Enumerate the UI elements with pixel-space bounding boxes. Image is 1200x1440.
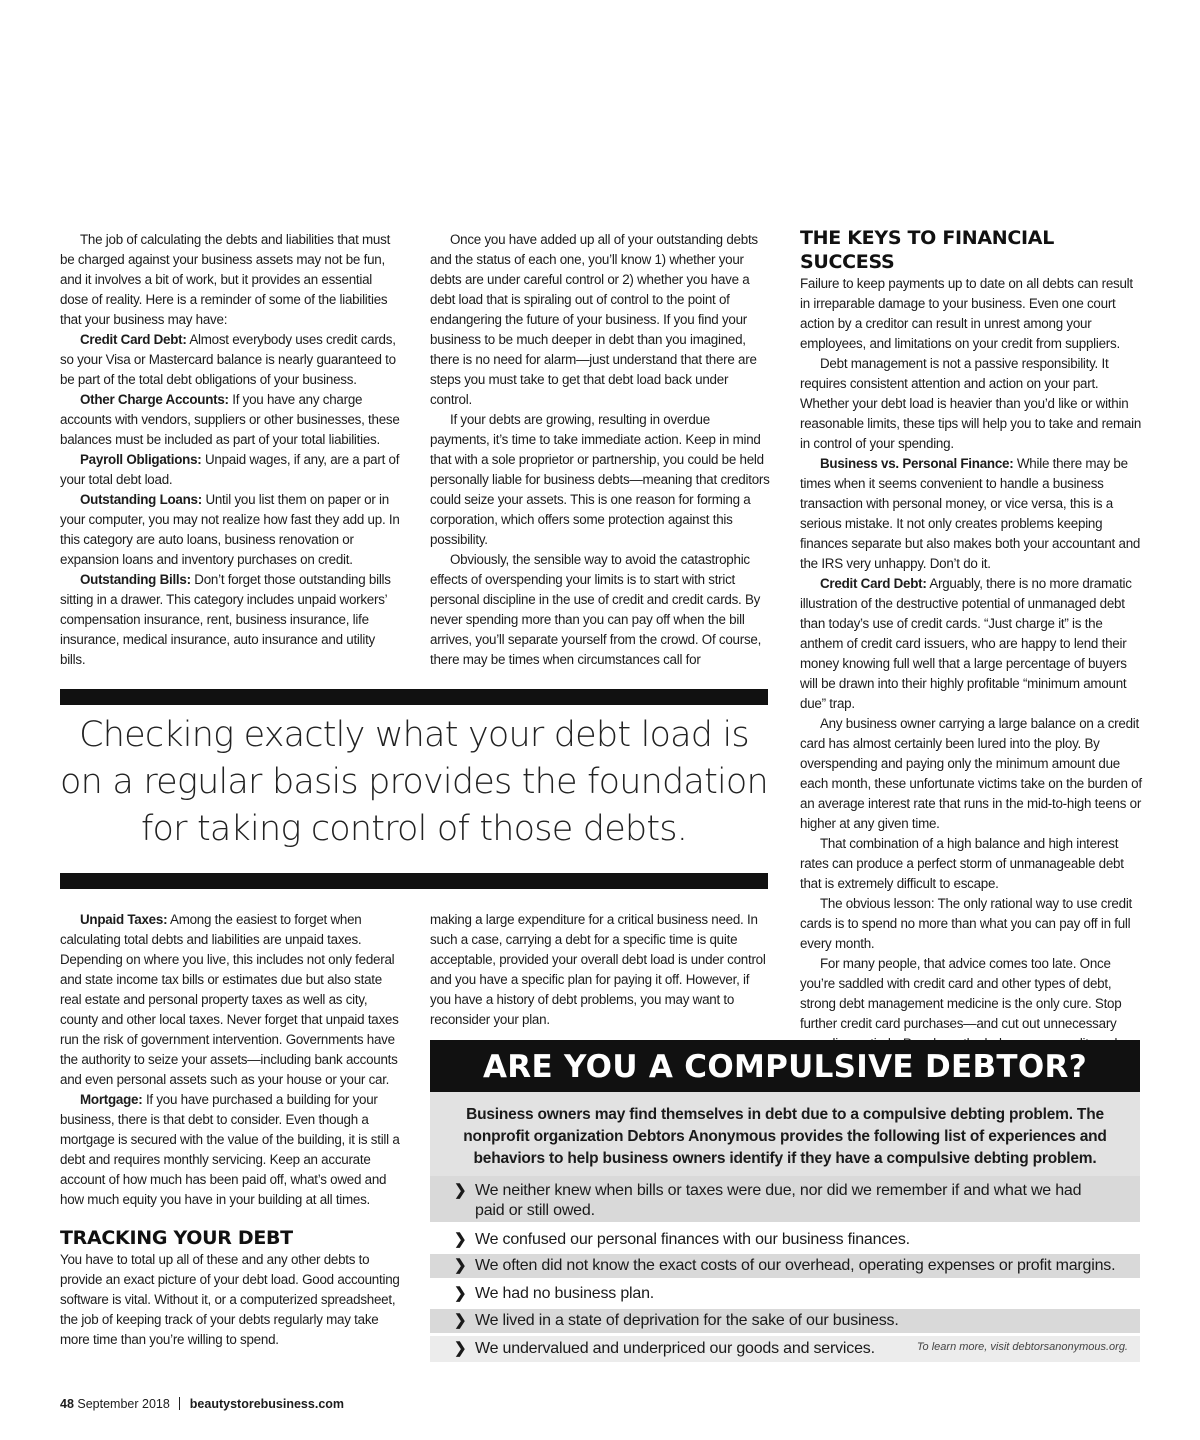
tip-paragraph: Business vs. Personal Finance: While there may be times when it seems convenient to handle a business transaction with personal money, or vice versa, this is a serious mistake. It not only creates problems keeping finances separate but also makes both your accountant and the IRS very unhappy. Don’t do it. xyxy=(800,456,1141,571)
body-paragraph: You have to total up all of these and any other debts to provide an exact picture of your debt load. Good accounting software is vital. Without it, or a computerized spreadsheet, the job of keeping track of your debts regularly may take more time than you’re willing to spend. xyxy=(60,1252,400,1347)
liability-item: Other Charge Accounts: If you have any charge accounts with vendors, suppliers or other businesses, these balances must be included as part of your total liabilities. xyxy=(60,392,400,447)
intro-paragraph: The job of calculating the debts and liabilities that must be charged against your business assets may not be fun, and it involves a bit of work, but it provides an essential dose of reality. Here is a reminder of some of the liabilities that your business may have: xyxy=(60,232,391,327)
body-paragraph: Debt management is not a passive responsibility. It requires consistent attention and action on your part. Whether your debt load is heavier than you’d like or within reasonable limits, these tips will help you to take and remain in control of your spending. xyxy=(800,356,1142,451)
body-paragraph: For many people, that advice comes too late. Once you’re saddled with credit card and other types of debt, strong debt management medicine is the only cure. Stop further credit card purchases—and cut out unnecessary xyxy=(800,956,1122,1031)
column-5 xyxy=(430,910,770,1030)
pullquote-top-rule xyxy=(60,689,768,705)
section-heading-keys: THE KEYS TO FINANCIAL SUCCESS xyxy=(800,227,1055,273)
list-item: ❯ We had no business plan. xyxy=(454,1285,655,1302)
liability-item: Credit Card Debt: Almost everybody uses credit cards, so your Visa or Mastercard balance is nearly guaranteed to be part of the total debt obligations of your business. xyxy=(60,332,396,387)
body-paragraph: Any business owner carrying a large balance on a credit card has almost certainly been lured into the ploy. By overspending and paying only the minimum amount due each month, these unfortunate victims take on the burden of an average interest rate that runs in the mid-to-high teens or higher at any given time. xyxy=(800,716,1142,831)
chevron-right-icon: ❯ xyxy=(454,1231,467,1248)
pullquote-bottom-rule xyxy=(60,873,768,889)
chevron-right-icon: ❯ xyxy=(454,1182,467,1199)
body-paragraph: That combination of a high balance and high interest rates can produce a perfect storm of unmanageable debt that is extremely difficult to escape. xyxy=(800,836,1124,891)
list-item: ❯ We neither knew when bills or taxes were due, nor did we remember if and what we had paid or still owed. xyxy=(430,1176,1140,1222)
pullquote: Checking exactly what your debt load is on a regular basis provides the foundation for taking control of those debts. xyxy=(60,715,768,849)
body-paragraph: making a large expenditure for a critical business need. In such a case, carrying a debt for a specific time is quite acceptable, provided your overall debt load is under control and you have a specific plan for paying it off. However, if you have a history of debt problems, you may want to reconsider your plan. xyxy=(430,912,766,1027)
tip-paragraph: Credit Card Debt: Arguably, there is no more dramatic illustration of the destructive potential of unmanaged debt than today’s use of credit cards. “Just charge it” is the anthem of credit card issuers, who are happy to lend their money knowing full well that a large percentage of buyers will be drawn into their highly profitable “minimum amount due” trap. xyxy=(800,576,1132,711)
column-3 xyxy=(800,226,1144,1054)
liability-item: Mortgage: If you have purchased a building for your business, there is that debt to consider. Even though a mortgage is secured with the value of the building, it is still a debt and requires monthly servicing. Keep an accurate account of how much has been paid off, what’s owed and how much equity you have in your building at all times. xyxy=(60,1092,400,1207)
body-paragraph: Once you have added up all of your outstanding debts and the status of each one, you’ll know 1) whether your debts are under careful control or 2) whether you have a debt load that is spiraling out of control to the point of endangering the future of your business. If you find your business to be much deeper in debt than you imagined, there is no need for alarm—just understand that there are steps you must take to get that debt load back under control. xyxy=(430,232,758,407)
compulsive-debtor-sidebar xyxy=(430,1040,1140,1366)
body-paragraph: The obvious lesson: The only rational way to use credit cards is to spend no more than what you can pay off in full every month. xyxy=(800,896,1133,951)
section-heading-tracking: TRACKING YOUR DEBT xyxy=(60,1227,293,1249)
list-item: ❯ We confused our personal finances with our business finances. xyxy=(454,1231,910,1248)
chevron-right-icon: ❯ xyxy=(454,1312,467,1329)
sidebar-title: ARE YOU A COMPULSIVE DEBTOR? xyxy=(430,1040,1140,1092)
liability-item: Unpaid Taxes: Among the easiest to forget when calculating total debts and liabilities are unpaid taxes. Depending on where you live, this includes not only federal and state income tax bills or estimates due but also state real estate and personal property taxes as well as city, county and other local taxes. Never forget that unpaid taxes run the risk of government intervention. Governments have the authority to seize your assets—including bank accounts and even personal assets such as your house or your car. xyxy=(60,912,399,1087)
liability-item: Outstanding Loans: Until you list them on paper or in your computer, you may not realize how fast they add up. In this category are auto loans, business renovation or expansion loans and inventory purchases on credit. xyxy=(60,492,400,567)
body-paragraph: Obviously, the sensible way to avoid the catastrophic effects of overspending your limits is to start with strict personal discipline in the use of credit and credit cards. By never spending more than you can pay off when the bill arrives, you’ll separate yourself from the crowd. Of course, there may be times when circumstances call for xyxy=(430,552,762,667)
chevron-right-icon: ❯ xyxy=(454,1285,467,1302)
list-item: ❯ We lived in a state of deprivation for the sake of our business. xyxy=(430,1309,1140,1333)
column-4 xyxy=(60,910,402,1350)
liability-item: Outstanding Bills: Don’t forget those outstanding bills sitting in a drawer. This category includes unpaid workers’ compensation insurance, rent, business insurance, life insurance, medical insurance, auto insurance and utility bills. xyxy=(60,572,391,667)
list-item: ❯ We often did not know the exact costs of our overhead, operating expenses or profit margins. xyxy=(430,1254,1140,1278)
chevron-right-icon: ❯ xyxy=(454,1257,467,1274)
list-item: ❯ We undervalued and underpriced our goods and services. To learn more, visit debtorsanonymous.org. xyxy=(430,1336,1140,1362)
body-paragraph: If your debts are growing, resulting in overdue payments, it’s time to take immediate action. Keep in mind that with a sole proprietor or partnership, you could be held personally liable for business debts—meaning that creditors could seize your assets. This is one reason for forming a corporation, which offers some protection against this possibility. xyxy=(430,412,770,547)
footer-divider xyxy=(179,1397,180,1410)
page-footer xyxy=(60,1397,344,1411)
chevron-right-icon: ❯ xyxy=(454,1340,467,1357)
column-1 xyxy=(60,230,402,670)
liability-item: Payroll Obligations: Unpaid wages, if any, are a part of your total debt load. xyxy=(60,452,400,487)
sidebar-intro: Business owners may find themselves in debt due to a compulsive debting problem. The nonprofit organization Debtors Anonymous provides the following list of experiences and behaviors to help business owners identify if they have a compulsive debting problem. xyxy=(463,1106,1107,1167)
website-link[interactable]: beautystorebusiness.com xyxy=(189,1397,345,1411)
learn-more-link[interactable]: To learn more, visit debtorsanonymous.org. xyxy=(916,1341,1128,1353)
issue-date: September 2018 xyxy=(77,1397,170,1411)
column-2 xyxy=(430,230,770,670)
body-paragraph: Failure to keep payments up to date on all debts can result in irreparable damage to your business. Even one court action by a creditor can result in unrest among your employees, and limitations on your credit from suppliers. xyxy=(800,276,1133,351)
page-number: 48 xyxy=(60,1397,74,1411)
